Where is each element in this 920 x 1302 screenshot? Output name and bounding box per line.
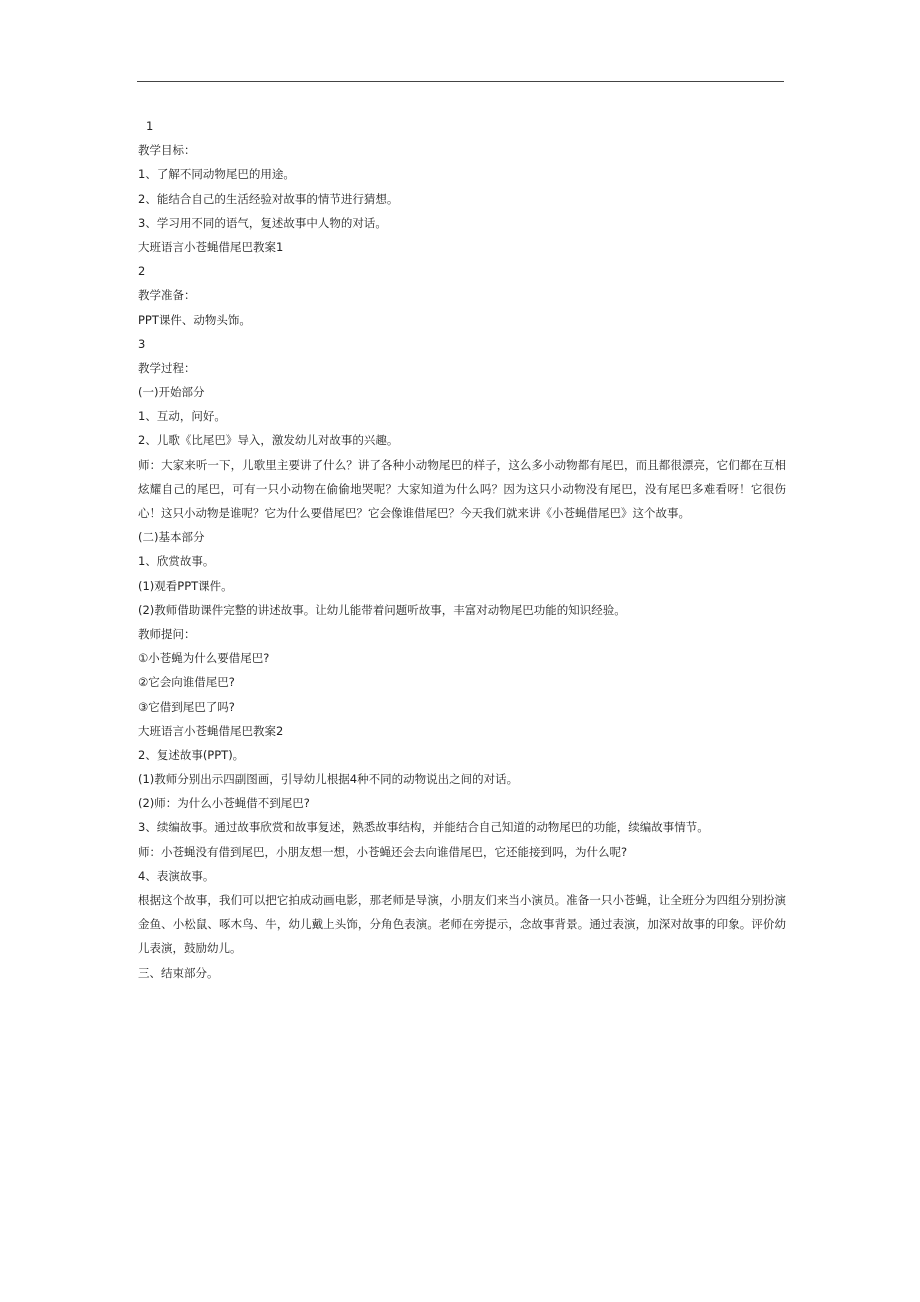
process-item: 2、儿歌《比尾巴》导入，激发幼儿对故事的兴趣。 bbox=[138, 433, 399, 448]
section-heading-preparation: 教学准备： bbox=[138, 288, 196, 303]
subsection-heading: 三、结束部分。 bbox=[138, 965, 219, 980]
process-item: (1)观看PPT课件。 bbox=[138, 578, 233, 593]
section-heading-goals: 教学目标： bbox=[138, 143, 196, 158]
section-number: 3 bbox=[138, 336, 146, 351]
teacher-dialogue: 师：小苍蝇没有借到尾巴，小朋友想一想，小苍蝇还会去向谁借尾巴，它还能接到吗，为什么呢? bbox=[138, 844, 628, 859]
process-item: (2)师：为什么小苍蝇借不到尾巴? bbox=[138, 796, 310, 811]
subsection-heading: (一)开始部分 bbox=[138, 385, 205, 400]
process-item: (1)教师分别出示四副图画，引导幼儿根据4种不同的动物说出之间的对话。 bbox=[138, 772, 519, 787]
section-number: 2 bbox=[138, 264, 146, 279]
process-item: 1、互动，问好。 bbox=[138, 409, 226, 424]
subsection-heading: (二)基本部分 bbox=[138, 530, 205, 545]
lesson-title: 大班语言小苍蝇借尾巴教案2 bbox=[138, 723, 284, 738]
process-item: 4、表演故事。 bbox=[138, 868, 215, 883]
process-item: 3、续编故事。通过故事欣赏和故事复述，熟悉故事结构，并能结合自己知道的动物尾巴的功能，续编故事情节。 bbox=[138, 820, 709, 835]
header-rule bbox=[137, 81, 784, 82]
goal-item: 2、能结合自己的生活经验对故事的情节进行猜想。 bbox=[138, 191, 399, 206]
question-item: ①小苍蝇为什么要借尾巴? bbox=[138, 651, 270, 666]
questions-heading: 教师提问： bbox=[138, 626, 196, 641]
process-item: (2)教师借助课件完整的讲述故事。让幼儿能带着问题听故事，丰富对动物尾巴功能的知识经验。 bbox=[138, 602, 626, 617]
lesson-title: 大班语言小苍蝇借尾巴教案1 bbox=[138, 239, 284, 254]
document-body bbox=[138, 114, 786, 985]
question-item: ③它借到尾巴了吗? bbox=[138, 699, 235, 714]
process-item: 1、欣赏故事。 bbox=[138, 554, 215, 569]
goal-item: 1、了解不同动物尾巴的用途。 bbox=[138, 167, 295, 182]
performance-paragraph: 根据这个故事，我们可以把它拍成动画电影，那老师是导演，小朋友们来当小演员。准备一只小苍蝇，让全班分为四组分别扮演金鱼、小松鼠、啄木鸟、牛，幼儿戴上头饰，分角色表演。老师在旁提示，念故事背景。通过表演，加深对故事的印象。评价幼儿表演，鼓励幼儿。 bbox=[138, 893, 786, 956]
teacher-dialogue-paragraph: 师：大家来听一下，儿歌里主要讲了什么？讲了各种小动物尾巴的样子，这么多小动物都有尾巴，而且都很漂亮，它们都在互相炫耀自己的尾巴，可有一只小动物在偷偷地哭呢？大家知道为什么吗？因为这只小动物没有尾巴，没有尾巴多难看呀！它很伤心！这只小动物是谁呢？它为什么要借尾巴？它会像谁借尾巴？今天我们就来讲《小苍蝇借尾巴》这个故事。 bbox=[138, 457, 786, 521]
preparation-text: PPT课件、动物头饰。 bbox=[138, 312, 251, 327]
process-item: 2、复述故事(PPT)。 bbox=[138, 747, 245, 762]
section-heading-process: 教学过程： bbox=[138, 360, 196, 375]
goal-item: 3、学习用不同的语气，复述故事中人物的对话。 bbox=[138, 215, 387, 230]
question-item: ②它会向谁借尾巴? bbox=[138, 675, 235, 690]
page-number: 1 bbox=[146, 119, 154, 133]
